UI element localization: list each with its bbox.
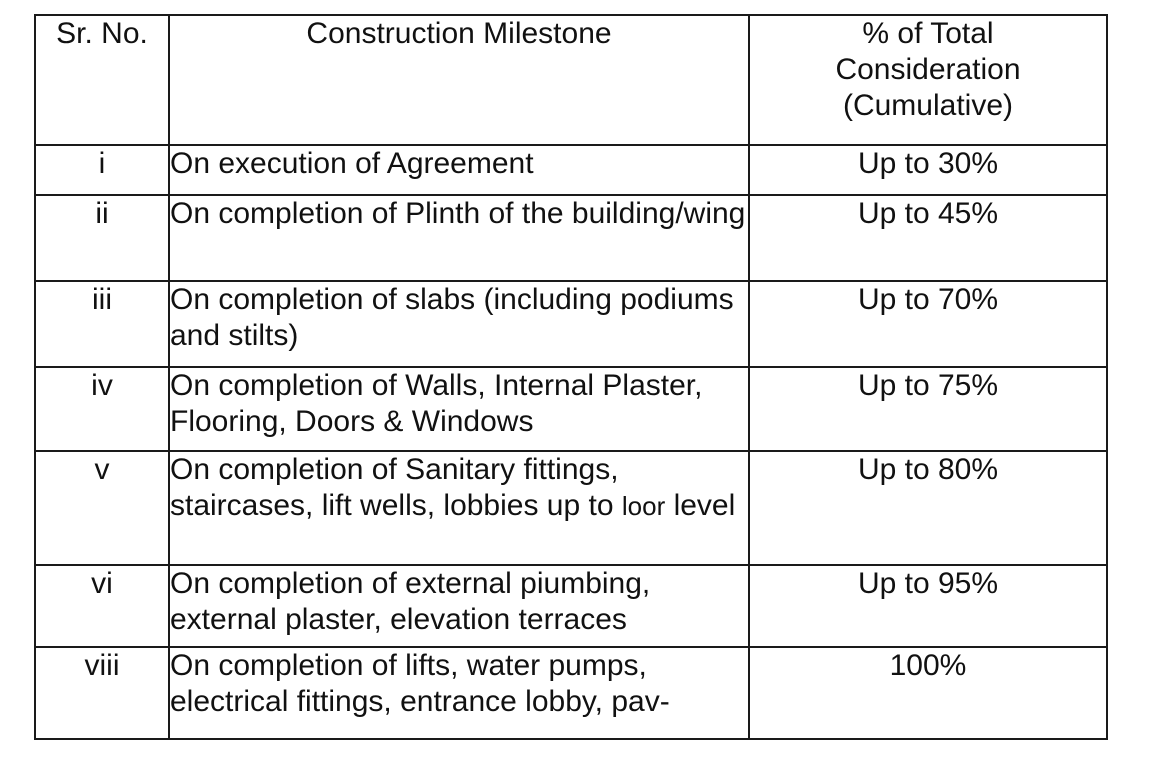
milestone-cell: On completion of Walls, Internal Plaster, Flooring, Doors & Windows bbox=[169, 367, 749, 451]
table-row bbox=[35, 367, 1107, 451]
percent-cell: 100% bbox=[749, 647, 1107, 739]
header-sr-no: Sr. No. bbox=[35, 15, 169, 145]
sr-cell: vi bbox=[35, 565, 169, 647]
sr-cell: viii bbox=[35, 647, 169, 739]
milestone-cell: On completion of slabs (including podiums and stilts) bbox=[169, 281, 749, 367]
milestone-cell bbox=[169, 451, 749, 565]
header-percent-line1: % of Total bbox=[862, 17, 994, 50]
table-row bbox=[35, 145, 1107, 195]
milestone-cell: On completion of lifts, water pumps, electrical fittings, entrance lobby, pav- bbox=[169, 647, 749, 739]
table-row bbox=[35, 281, 1107, 367]
percent-cell: Up to 95% bbox=[749, 565, 1107, 647]
percent-cell: Up to 45% bbox=[749, 195, 1107, 281]
sr-cell: iii bbox=[35, 281, 169, 367]
percent-cell: Up to 75% bbox=[749, 367, 1107, 451]
sr-cell: v bbox=[35, 451, 169, 565]
milestone-cell: On execution of Agreement bbox=[169, 145, 749, 195]
table-row bbox=[35, 451, 1107, 565]
milestone-text-small: loor bbox=[621, 491, 666, 521]
header-milestone: Construction Milestone bbox=[169, 15, 749, 145]
sr-cell: iv bbox=[35, 367, 169, 451]
percent-cell: Up to 70% bbox=[749, 281, 1107, 367]
milestone-cell: On completion of external piumbing, external plaster, elevation terraces bbox=[169, 565, 749, 647]
milestone-table bbox=[34, 14, 1108, 740]
milestone-text: level bbox=[665, 489, 736, 522]
percent-cell: Up to 80% bbox=[749, 451, 1107, 565]
header-row bbox=[35, 15, 1107, 145]
milestone-text: On completion of Sanitary fittings, staircases, lift wells, lobbies up to bbox=[170, 453, 622, 522]
percent-cell: Up to 30% bbox=[749, 145, 1107, 195]
milestone-cell: On completion of Plinth of the building/wing bbox=[169, 195, 749, 281]
table-row bbox=[35, 565, 1107, 647]
sr-cell: ii bbox=[35, 195, 169, 281]
table-row bbox=[35, 195, 1107, 281]
header-percent-line3: (Cumulative) bbox=[842, 89, 1014, 122]
table-row bbox=[35, 647, 1107, 739]
header-percent-line2: Consideration bbox=[835, 53, 1021, 86]
sr-cell: i bbox=[35, 145, 169, 195]
header-percent bbox=[749, 15, 1107, 145]
